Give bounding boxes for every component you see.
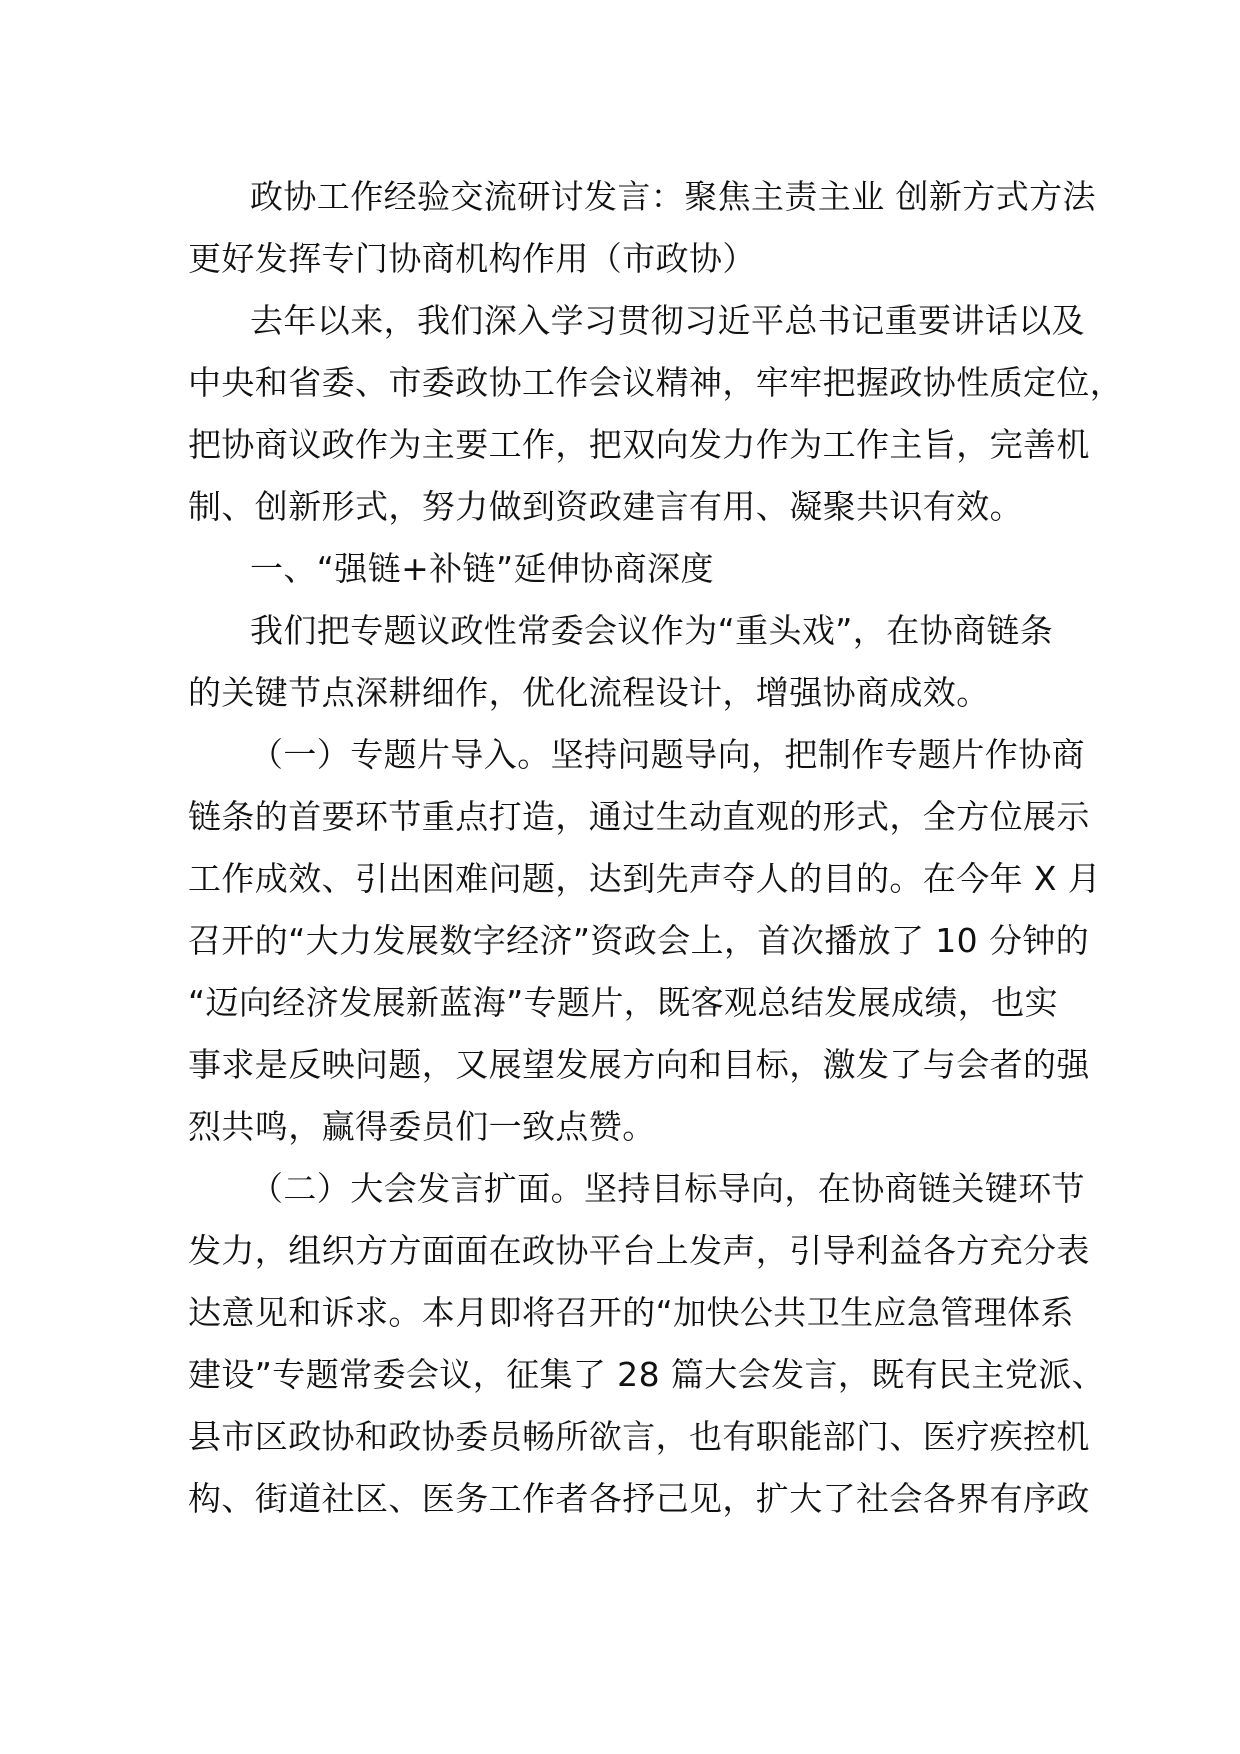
item2-line: 县市区政协和政协委员畅所欲言，也有职能部门、医疗疾控机 [188,1417,1090,1456]
intro-line: 把协商议政作为主要工作，把双向发力作为工作主旨，完善机 [188,425,1090,464]
section-intro-line: 的关键节点深耕细作，优化流程设计，增强协商成效。 [188,673,990,712]
item1-line: 烈共鸣，赢得委员们一致点赞。 [188,1107,656,1146]
item2-line: 发力，组织方方面面在政协平台上发声，引导利益各方充分表 [188,1231,1090,1270]
intro-line: 制、创新形式，努力做到资政建言有用、凝聚共识有效。 [188,487,1023,526]
item1-line: 事求是反映问题，又展望发展方向和目标，激发了与会者的强 [188,1045,1090,1084]
item2-line: （二）大会发言扩面。坚持目标导向，在协商链关键环节 [250,1169,1085,1208]
title-line: 政协工作经验交流研讨发言：聚焦主责主业 创新方式方法 [250,177,1096,216]
section-intro-line: 我们把专题议政性常委会议作为“重头戏”，在协商链条 [250,611,1054,650]
title-line: 更好发挥专门协商机构作用（市政协） [188,239,756,278]
item2-line: 达意见和诉求。本月即将召开的“加快公共卫生应急管理体系 [188,1293,1074,1332]
item2-line: 建设”专题常委会议，征集了 28 篇大会发言，既有民主党派、 [188,1355,1106,1394]
item1-line: 召开的“大力发展数字经济”资政会上，首次播放了 10 分钟的 [188,921,1090,960]
intro-line: 去年以来，我们深入学习贯彻习近平总书记重要讲话以及 [250,301,1085,340]
section-heading: 一、“强链+补链”延伸协商深度 [250,549,714,588]
item1-line: 链条的首要环节重点打造，通过生动直观的形式，全方位展示 [188,797,1090,836]
document-body [188,166,1124,1530]
item1-line: 工作成效、引出困难问题，达到先声夺人的目的。在今年 X 月 [188,859,1102,898]
item1-line: （一）专题片导入。坚持问题导向，把制作专题片作协商 [250,735,1085,774]
intro-line: 中央和省委、市委政协工作会议精神，牢牢把握政协性质定位， [188,363,1124,402]
item1-line: “迈向经济发展新蓝海”专题片，既客观总结发展成绩，也实 [188,983,1058,1022]
item2-line: 构、街道社区、医务工作者各抒己见，扩大了社会各界有序政 [188,1479,1090,1518]
